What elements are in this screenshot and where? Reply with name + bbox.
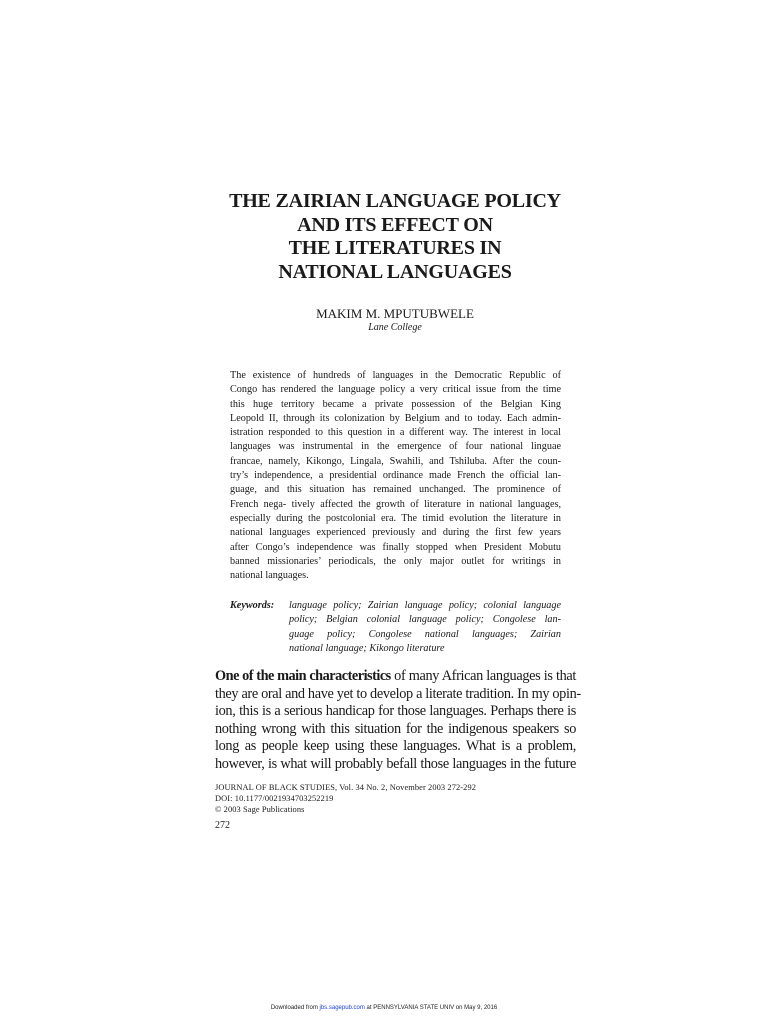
- author-affiliation: Lane College: [368, 322, 422, 333]
- download-suffix: at PENNSYLVANIA STATE UNIV on May 9, 2016: [364, 1005, 498, 1011]
- abstract: [230, 369, 561, 583]
- title-line: NATIONAL LANGUAGES: [278, 260, 512, 283]
- abstract-line: after Congo’s independence was finally stopped when President Mobutu: [230, 541, 561, 553]
- title-line: THE LITERATURES IN: [288, 237, 502, 259]
- body-line: they are oral and have yet to develop a literate tradition. In my opin-: [215, 685, 581, 702]
- copyright: © 2003 Sage Publications: [215, 805, 305, 814]
- download-prefix: Downloaded from: [270, 1005, 320, 1011]
- body-lead-in: One of the main characteristics: [215, 668, 391, 684]
- article-title: [200, 190, 590, 284]
- body-line: [215, 668, 576, 686]
- body-line: however, is what will probably befall those languages in the future: [215, 755, 576, 772]
- body-first-line-rest: of many African languages is that: [390, 668, 576, 684]
- keywords-line: language policy; Zairian language policy; colonial language: [289, 600, 561, 611]
- download-link[interactable]: jbs.sagepub.com: [319, 1005, 365, 1011]
- abstract-line: The existence of hundreds of languages in the Democratic Republic of: [230, 370, 561, 381]
- abstract-line: try’s independence, a presidential ordinance made French the official lan-: [230, 470, 561, 482]
- abstract-line: Congo has rendered the language policy a very critical issue from the time: [230, 384, 561, 396]
- abstract-line: national languages.: [230, 570, 309, 582]
- title-line: AND ITS EFFECT ON: [297, 213, 493, 236]
- doi: DOI: 10.1177/0021934703252219: [215, 794, 334, 803]
- keywords-line: guage policy; Congolese national languages; Zairian: [289, 628, 561, 640]
- abstract-line: Leopold II, through its colonization by Belgium and to today. Each admin-: [230, 412, 561, 424]
- page-number: 272: [215, 820, 230, 831]
- abstract-line: national languages experienced previously and during the first few years: [230, 527, 561, 539]
- body-text: [215, 668, 581, 774]
- download-notice: [0, 1004, 768, 1012]
- abstract-line: especially during the postcolonial era. The timid evolution the literature in: [230, 512, 561, 524]
- abstract-line: this huge territory became a private possession of the Belgian King: [230, 398, 561, 410]
- abstract-line: languages was instrumental in the emergence of four national linguae: [230, 441, 561, 453]
- keywords-label: Keywords:: [230, 600, 275, 611]
- abstract-line: istration responded to this question in a different way. The interest in local: [230, 427, 561, 439]
- body-line: nothing wrong with this situation for the indigenous speakers so: [215, 720, 576, 737]
- publication-info: [215, 782, 555, 815]
- journal-citation: JOURNAL OF BLACK STUDIES, Vol. 34 No. 2, November 2003 272-292: [215, 783, 477, 792]
- keywords-line: policy; Belgian colonial language policy; Congolese lan-: [289, 614, 561, 626]
- keywords: [289, 599, 561, 656]
- title-line: THE ZAIRIAN LANGUAGE POLICY: [229, 190, 561, 212]
- keywords-line: national language; Kikongo literature: [289, 642, 445, 654]
- abstract-line: guage, and this situation has remained unchanged. The prominence of: [230, 484, 561, 496]
- abstract-line: banned missionaries’ periodicals, the only major outlet for writings in: [230, 555, 561, 567]
- abstract-line: francae, namely, Kikongo, Lingala, Swahili, and Tshiluba. After the coun-: [230, 455, 561, 467]
- body-line: long as people keep using these languages. What is a problem,: [215, 738, 576, 755]
- author-name: MAKIM M. MPUTUBWELE: [316, 306, 474, 321]
- body-line: ion, this is a serious handicap for those languages. Perhaps there is: [215, 703, 576, 720]
- abstract-line: French nega- tively affected the growth of literature in national languages,: [230, 498, 561, 510]
